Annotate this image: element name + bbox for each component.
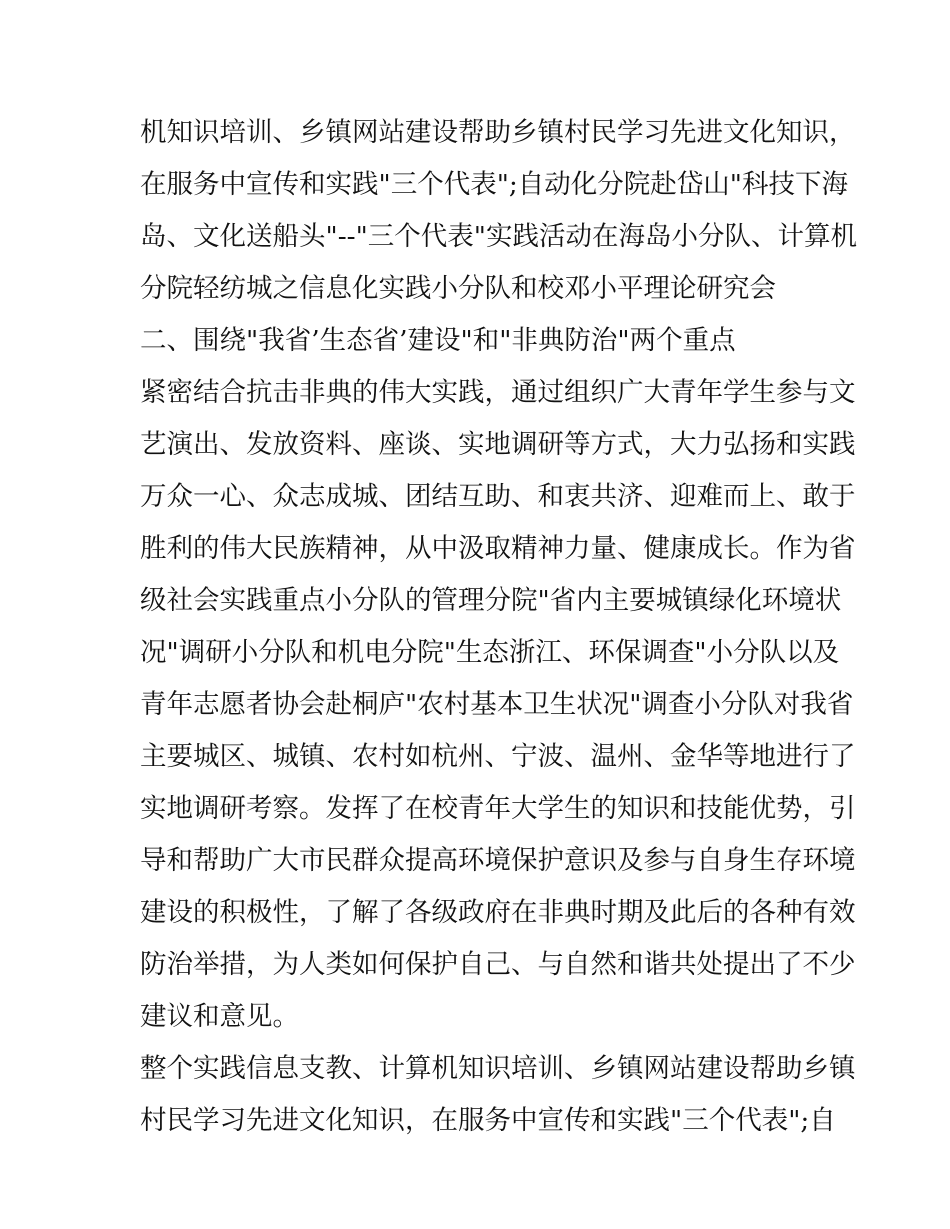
text-line-19: 整个实践信息支教、计算机知识培训、乡镇网站建设帮助乡镇 [140,1053,856,1084]
text-line-14: 实地调研考察。发挥了在校青年大学生的知识和技能优势，引 [140,793,856,824]
text-line-10: 级社会实践重点小分队的管理分院"省内主要城镇绿化环境状 [140,585,842,616]
text-line-4: 分院轻纺城之信息化实践小分队和校邓小平理论研究会 [140,273,776,304]
text-line-18: 建议和意见。 [140,1001,299,1032]
document-body [140,107,857,1147]
text-line-6: 紧密结合抗击非典的伟大实践，通过组织广大青年学生参与文 [140,377,856,408]
text-line-15: 导和帮助广大市民群众提高环境保护意识及参与自身生存环境 [140,845,856,876]
text-line-12: 青年志愿者协会赴桐庐"农村基本卫生状况"调查小分队对我省 [140,689,854,720]
text-line-2: 在服务中宣传和实践"三个代表";自动化分院赴岱山"科技下海 [140,169,848,200]
text-line-16: 建设的积极性，了解了各级政府在非典时期及此后的各种有效 [140,897,856,928]
text-line-13: 主要城区、城镇、农村如杭州、宁波、温州、金华等地进行了 [140,741,856,772]
text-line-3: 岛、文化送船头"--"三个代表"实践活动在海岛小分队、计算机 [140,221,857,252]
text-line-11: 况"调研小分队和机电分院"生态浙江、环保调查"小分队以及 [140,637,840,668]
text-line-7: 艺演出、发放资料、座谈、实地调研等方式，大力弘扬和实践 [140,429,856,460]
text-line-9: 胜利的伟大民族精神，从中汲取精神力量、健康成长。作为省 [140,533,856,564]
text-line-1: 机知识培训、乡镇网站建设帮助乡镇村民学习先进文化知识， [140,117,856,148]
text-line-20: 村民学习先进文化知识，在服务中宣传和实践"三个代表";自 [140,1105,836,1136]
text-line-17: 防治举措，为人类如何保护自己、与自然和谐共处提出了不少 [140,949,856,980]
section-heading: 二、围绕"我省’生态省’建设"和"非典防治"两个重点 [140,325,736,356]
text-line-8: 万众一心、众志成城、团结互助、和衷共济、迎难而上、敢于 [140,481,856,512]
